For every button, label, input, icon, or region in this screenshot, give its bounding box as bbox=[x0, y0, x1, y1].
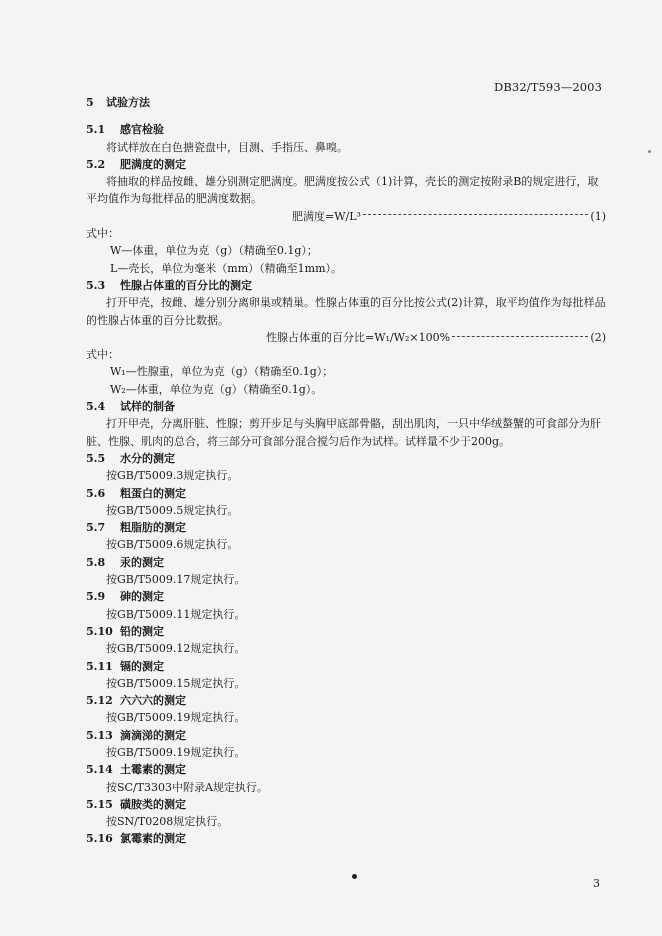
section-5-8-text: 按GB/T5009.17规定执行。 bbox=[106, 573, 246, 587]
section-title: 试样的制备 bbox=[120, 400, 175, 414]
section-number: 5.15 bbox=[86, 797, 113, 811]
where-label: 式中： bbox=[86, 348, 119, 362]
section-5-16-heading bbox=[86, 830, 606, 847]
section-5-11-heading bbox=[86, 658, 606, 675]
section-number: 5.11 bbox=[86, 659, 113, 673]
section-number: 5.2 bbox=[86, 157, 106, 171]
section-5-9-heading bbox=[86, 588, 606, 605]
where-label: 式中： bbox=[86, 227, 119, 241]
document-body bbox=[86, 94, 606, 848]
section-5-6-text: 按GB/T5009.5规定执行。 bbox=[106, 503, 239, 517]
section-5-14-text: 按SC/T3303中附录A规定执行。 bbox=[106, 780, 268, 794]
section-title: 性腺占体重的百分比的测定 bbox=[120, 278, 252, 292]
section-number: 5.16 bbox=[86, 832, 113, 846]
section-5-12-text: 按GB/T5009.19规定执行。 bbox=[106, 711, 246, 725]
section-title: 滴滴涕的测定 bbox=[120, 728, 186, 742]
section-number: 5.10 bbox=[86, 624, 113, 638]
section-5-6-heading bbox=[86, 485, 606, 502]
section-5-15-heading bbox=[86, 796, 606, 813]
section-5-11-text: 按GB/T5009.15规定执行。 bbox=[106, 676, 246, 690]
section-5-4-paragraph: 打开甲壳，分离肝脏、性腺；剪开步足与头胸甲底部骨骼，刮出肌肉，一只中华绒螯蟹的可食部分为肝脏、性腺、肌肉的总合，将三部分可食部分混合搅匀后作为试样。试样量不少于200g。 bbox=[86, 417, 601, 448]
section-5-14-heading bbox=[86, 761, 606, 778]
section-title: 镉的测定 bbox=[120, 659, 164, 673]
section-5-3-heading bbox=[86, 277, 606, 294]
section-title: 汞的测定 bbox=[120, 555, 164, 569]
section-5-1-text: 将试样放在白色搪瓷盘中，目测、手指压、鼻嗅。 bbox=[106, 140, 348, 154]
section-title: 磺胺类的测定 bbox=[120, 797, 186, 811]
section-number: 5.1 bbox=[86, 123, 106, 137]
section-number: 5.8 bbox=[86, 555, 106, 569]
section-number: 5.7 bbox=[86, 521, 106, 535]
section-5-7-heading bbox=[86, 519, 606, 536]
scan-speck bbox=[352, 874, 357, 879]
formula-2-expression: 性腺占体重的百分比=W₁/W₂×100% bbox=[266, 330, 451, 344]
section-5-12-heading bbox=[86, 692, 606, 709]
section-title: 粗蛋白的测定 bbox=[120, 486, 186, 500]
section-5-10-heading bbox=[86, 623, 606, 640]
section-number: 5.13 bbox=[86, 728, 113, 742]
section-5-3-paragraph: 打开甲壳，按雌、雄分别分离卵巢或精巢。性腺占体重的百分比按公式(2)计算，取平均值作为每批样品的性腺占体重的百分比数据。 bbox=[86, 296, 606, 327]
section-5-10-text: 按GB/T5009.12规定执行。 bbox=[106, 642, 246, 656]
section-5-15-text: 按SN/T0208规定执行。 bbox=[106, 815, 229, 829]
formula-1 bbox=[86, 208, 606, 225]
section-5-heading bbox=[86, 94, 606, 111]
variable-definition: W₂—体重，单位为克（g）（精确至0.1g）。 bbox=[110, 382, 323, 396]
section-number: 5.12 bbox=[86, 694, 113, 708]
section-number: 5.9 bbox=[86, 590, 106, 604]
section-title: 氯霉素的测定 bbox=[120, 832, 186, 846]
section-title: 六六六的测定 bbox=[120, 694, 186, 708]
section-5-13-heading bbox=[86, 727, 606, 744]
section-number: 5.6 bbox=[86, 486, 106, 500]
section-5-7-text: 按GB/T5009.6规定执行。 bbox=[106, 538, 239, 552]
page-number: 3 bbox=[593, 877, 600, 890]
variable-definition: L—壳长，单位为毫米（mm）（精确至1mm）。 bbox=[110, 261, 343, 275]
formula-leader bbox=[452, 336, 588, 337]
section-title: 铅的测定 bbox=[120, 624, 164, 638]
section-5-8-heading bbox=[86, 554, 606, 571]
formula-leader bbox=[363, 214, 588, 215]
section-5-5-heading bbox=[86, 450, 606, 467]
section-title: 水分的测定 bbox=[120, 451, 175, 465]
section-number: 5 bbox=[86, 96, 94, 109]
section-5-2-heading bbox=[86, 156, 606, 173]
formula-1-expression: 肥满度=W/L³ bbox=[292, 209, 361, 223]
section-5-1-heading bbox=[86, 121, 606, 138]
section-title: 肥满度的测定 bbox=[120, 157, 186, 171]
formula-1-number: (1) bbox=[590, 209, 606, 223]
scan-speck bbox=[648, 150, 651, 153]
section-5-5-text: 按GB/T5009.3规定执行。 bbox=[106, 469, 239, 483]
section-title: 粗脂肪的测定 bbox=[120, 521, 186, 535]
section-title: 砷的测定 bbox=[120, 590, 164, 604]
section-number: 5.14 bbox=[86, 763, 113, 777]
variable-definition: W₁—性腺重，单位为克（g）（精确至0.1g）； bbox=[110, 365, 334, 379]
section-number: 5.3 bbox=[86, 278, 106, 292]
section-number: 5.4 bbox=[86, 400, 106, 414]
section-title: 感官检验 bbox=[120, 123, 164, 137]
section-title: 土霉素的测定 bbox=[120, 763, 186, 777]
section-5-2-paragraph: 将抽取的样品按雌、雄分别测定肥满度。肥满度按公式（1)计算，壳长的测定按附录B的规定进行，取平均值作为每批样品的肥满度数据。 bbox=[86, 175, 599, 206]
section-title: 试验方法 bbox=[106, 96, 150, 109]
variable-definition: W—体重，单位为克（g）（精确至0.1g）； bbox=[110, 244, 318, 258]
section-5-13-text: 按GB/T5009.19规定执行。 bbox=[106, 745, 246, 759]
section-5-4-heading bbox=[86, 398, 606, 415]
section-number: 5.5 bbox=[86, 451, 106, 465]
standard-code: DB32/T593—2003 bbox=[494, 80, 602, 94]
formula-2 bbox=[86, 329, 606, 346]
section-5-9-text: 按GB/T5009.11规定执行。 bbox=[106, 607, 246, 621]
formula-2-number: (2) bbox=[590, 330, 606, 344]
